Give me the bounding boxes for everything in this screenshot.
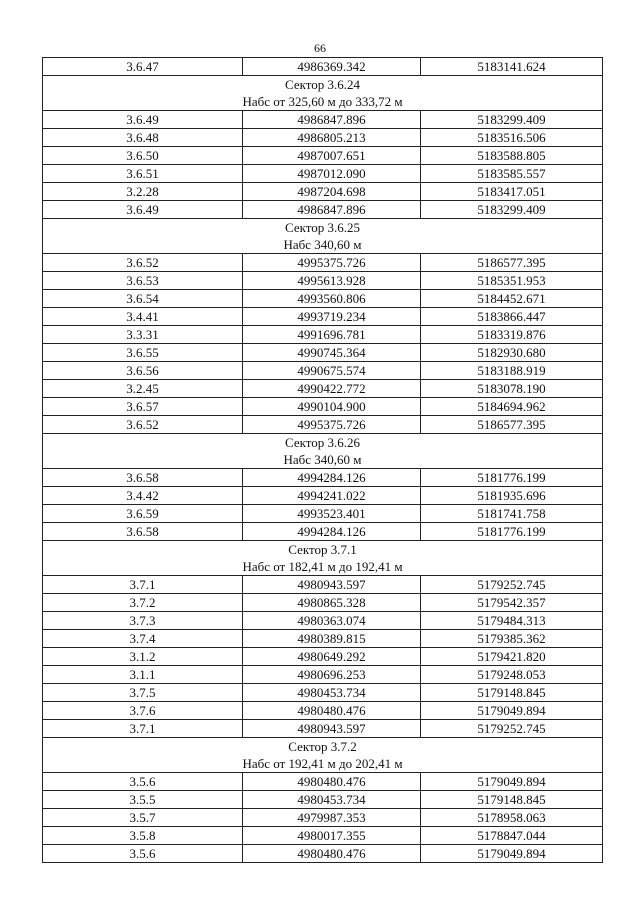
x-coordinate-cell: 4980480.476	[243, 773, 421, 791]
sector-header-cell	[43, 434, 603, 469]
point-id-cell: 3.6.49	[43, 201, 243, 219]
point-id-cell: 3.6.58	[43, 523, 243, 541]
x-coordinate-cell: 4979987.353	[243, 809, 421, 827]
x-coordinate-cell: 4980363.074	[243, 612, 421, 630]
y-coordinate-cell: 5179252.745	[421, 576, 603, 594]
table-row	[43, 648, 603, 666]
x-coordinate-cell: 4993523.401	[243, 505, 421, 523]
sector-title: Сектор 3.7.1	[288, 542, 357, 557]
sector-header-row	[43, 219, 603, 254]
table-row	[43, 505, 603, 523]
y-coordinate-cell: 5179252.745	[421, 720, 603, 738]
sector-header-cell	[43, 219, 603, 254]
x-coordinate-cell: 4986369.342	[243, 58, 421, 76]
x-coordinate-cell: 4986847.896	[243, 111, 421, 129]
x-coordinate-cell: 4980453.734	[243, 684, 421, 702]
x-coordinate-cell: 4990675.574	[243, 362, 421, 380]
x-coordinate-cell: 4987007.651	[243, 147, 421, 165]
table-row	[43, 523, 603, 541]
sector-header-cell	[43, 76, 603, 111]
y-coordinate-cell: 5179421.820	[421, 648, 603, 666]
y-coordinate-cell: 5179542.357	[421, 594, 603, 612]
x-coordinate-cell: 4980943.597	[243, 576, 421, 594]
table-row	[43, 272, 603, 290]
point-id-cell: 3.2.28	[43, 183, 243, 201]
x-coordinate-cell: 4980696.253	[243, 666, 421, 684]
table-row	[43, 58, 603, 76]
y-coordinate-cell: 5184452.671	[421, 290, 603, 308]
y-coordinate-cell: 5181776.199	[421, 523, 603, 541]
point-id-cell: 3.2.45	[43, 380, 243, 398]
point-id-cell: 3.6.56	[43, 362, 243, 380]
table-row	[43, 416, 603, 434]
table-row	[43, 254, 603, 272]
table-row	[43, 791, 603, 809]
table-row	[43, 612, 603, 630]
table-row	[43, 720, 603, 738]
table-row	[43, 576, 603, 594]
point-id-cell: 3.6.52	[43, 416, 243, 434]
x-coordinate-cell: 4995375.726	[243, 254, 421, 272]
x-coordinate-cell: 4993719.234	[243, 308, 421, 326]
y-coordinate-cell: 5179049.894	[421, 773, 603, 791]
point-id-cell: 3.5.5	[43, 791, 243, 809]
sector-title: Сектор 3.6.24	[284, 77, 360, 92]
y-coordinate-cell: 5183417.051	[421, 183, 603, 201]
point-id-cell: 3.6.57	[43, 398, 243, 416]
y-coordinate-cell: 5179148.845	[421, 791, 603, 809]
table-row	[43, 326, 603, 344]
table-row	[43, 487, 603, 505]
point-id-cell: 3.7.5	[43, 684, 243, 702]
y-coordinate-cell: 5179385.362	[421, 630, 603, 648]
sector-elevation: Набс 340,60 м	[283, 237, 362, 252]
table-row	[43, 666, 603, 684]
coordinates-table-body	[43, 58, 603, 863]
x-coordinate-cell: 4987204.698	[243, 183, 421, 201]
point-id-cell: 3.4.41	[43, 308, 243, 326]
point-id-cell: 3.7.1	[43, 576, 243, 594]
point-id-cell: 3.6.52	[43, 254, 243, 272]
y-coordinate-cell: 5183866.447	[421, 308, 603, 326]
point-id-cell: 3.6.49	[43, 111, 243, 129]
point-id-cell: 3.5.8	[43, 827, 243, 845]
y-coordinate-cell: 5181741.758	[421, 505, 603, 523]
y-coordinate-cell: 5178958.063	[421, 809, 603, 827]
x-coordinate-cell: 4980943.597	[243, 720, 421, 738]
table-row	[43, 773, 603, 791]
point-id-cell: 3.5.6	[43, 773, 243, 791]
y-coordinate-cell: 5179248.053	[421, 666, 603, 684]
x-coordinate-cell: 4990745.364	[243, 344, 421, 362]
sector-header-row	[43, 76, 603, 111]
table-row	[43, 827, 603, 845]
x-coordinate-cell: 4987012.090	[243, 165, 421, 183]
table-row	[43, 845, 603, 863]
table-row	[43, 111, 603, 129]
table-row	[43, 290, 603, 308]
table-row	[43, 201, 603, 219]
point-id-cell: 3.6.55	[43, 344, 243, 362]
table-row	[43, 380, 603, 398]
y-coordinate-cell: 5178847.044	[421, 827, 603, 845]
y-coordinate-cell: 5183078.190	[421, 380, 603, 398]
y-coordinate-cell: 5184694.962	[421, 398, 603, 416]
point-id-cell: 3.7.4	[43, 630, 243, 648]
sector-header-row	[43, 541, 603, 576]
point-id-cell: 3.7.1	[43, 720, 243, 738]
sector-title: Сектор 3.7.2	[288, 739, 357, 754]
x-coordinate-cell: 4995613.928	[243, 272, 421, 290]
x-coordinate-cell: 4980649.292	[243, 648, 421, 666]
x-coordinate-cell: 4994284.126	[243, 469, 421, 487]
coordinates-table	[42, 57, 603, 863]
point-id-cell: 3.7.3	[43, 612, 243, 630]
sector-header-cell	[43, 541, 603, 576]
x-coordinate-cell: 4980480.476	[243, 845, 421, 863]
y-coordinate-cell: 5183299.409	[421, 111, 603, 129]
point-id-cell: 3.3.31	[43, 326, 243, 344]
x-coordinate-cell: 4994241.022	[243, 487, 421, 505]
point-id-cell: 3.6.53	[43, 272, 243, 290]
sector-header-row	[43, 434, 603, 469]
table-row	[43, 344, 603, 362]
x-coordinate-cell: 4991696.781	[243, 326, 421, 344]
point-id-cell: 3.6.47	[43, 58, 243, 76]
point-id-cell: 3.6.51	[43, 165, 243, 183]
point-id-cell: 3.5.7	[43, 809, 243, 827]
table-row	[43, 129, 603, 147]
sector-elevation: Набс 340,60 м	[283, 452, 362, 467]
y-coordinate-cell: 5179049.894	[421, 702, 603, 720]
y-coordinate-cell: 5182930.680	[421, 344, 603, 362]
x-coordinate-cell: 4980480.476	[243, 702, 421, 720]
point-id-cell: 3.6.48	[43, 129, 243, 147]
x-coordinate-cell: 4986805.213	[243, 129, 421, 147]
y-coordinate-cell: 5183141.624	[421, 58, 603, 76]
y-coordinate-cell: 5179148.845	[421, 684, 603, 702]
x-coordinate-cell: 4990104.900	[243, 398, 421, 416]
table-row	[43, 398, 603, 416]
y-coordinate-cell: 5185351.953	[421, 272, 603, 290]
x-coordinate-cell: 4980017.355	[243, 827, 421, 845]
sector-header-row	[43, 738, 603, 773]
point-id-cell: 3.1.1	[43, 666, 243, 684]
table-row	[43, 362, 603, 380]
y-coordinate-cell: 5183188.919	[421, 362, 603, 380]
point-id-cell: 3.6.50	[43, 147, 243, 165]
y-coordinate-cell: 5181935.696	[421, 487, 603, 505]
table-row	[43, 469, 603, 487]
y-coordinate-cell: 5186577.395	[421, 254, 603, 272]
sector-elevation: Набс от 182,41 м до 192,41 м	[242, 559, 403, 574]
sector-elevation: Набс от 325,60 м до 333,72 м	[242, 94, 403, 109]
x-coordinate-cell: 4980453.734	[243, 791, 421, 809]
sector-title: Сектор 3.6.25	[284, 220, 360, 235]
table-row	[43, 165, 603, 183]
x-coordinate-cell: 4980865.328	[243, 594, 421, 612]
y-coordinate-cell: 5181776.199	[421, 469, 603, 487]
x-coordinate-cell: 4994284.126	[243, 523, 421, 541]
y-coordinate-cell: 5186577.395	[421, 416, 603, 434]
table-row	[43, 684, 603, 702]
point-id-cell: 3.1.2	[43, 648, 243, 666]
point-id-cell: 3.6.54	[43, 290, 243, 308]
table-row	[43, 183, 603, 201]
y-coordinate-cell: 5183585.557	[421, 165, 603, 183]
y-coordinate-cell: 5183299.409	[421, 201, 603, 219]
point-id-cell: 3.6.59	[43, 505, 243, 523]
point-id-cell: 3.5.6	[43, 845, 243, 863]
y-coordinate-cell: 5179484.313	[421, 612, 603, 630]
point-id-cell: 3.7.2	[43, 594, 243, 612]
table-row	[43, 809, 603, 827]
table-row	[43, 594, 603, 612]
table-row	[43, 702, 603, 720]
x-coordinate-cell: 4980389.815	[243, 630, 421, 648]
point-id-cell: 3.6.58	[43, 469, 243, 487]
point-id-cell: 3.4.42	[43, 487, 243, 505]
x-coordinate-cell: 4993560.806	[243, 290, 421, 308]
table-row	[43, 147, 603, 165]
sector-title: Сектор 3.6.26	[284, 435, 360, 450]
y-coordinate-cell: 5183588.805	[421, 147, 603, 165]
y-coordinate-cell: 5179049.894	[421, 845, 603, 863]
table-row	[43, 630, 603, 648]
x-coordinate-cell: 4986847.896	[243, 201, 421, 219]
sector-elevation: Набс от 192,41 м до 202,41 м	[242, 756, 403, 771]
y-coordinate-cell: 5183516.506	[421, 129, 603, 147]
x-coordinate-cell: 4995375.726	[243, 416, 421, 434]
page-number: 66	[314, 41, 326, 55]
point-id-cell: 3.7.6	[43, 702, 243, 720]
x-coordinate-cell: 4990422.772	[243, 380, 421, 398]
y-coordinate-cell: 5183319.876	[421, 326, 603, 344]
sector-header-cell	[43, 738, 603, 773]
table-row	[43, 308, 603, 326]
